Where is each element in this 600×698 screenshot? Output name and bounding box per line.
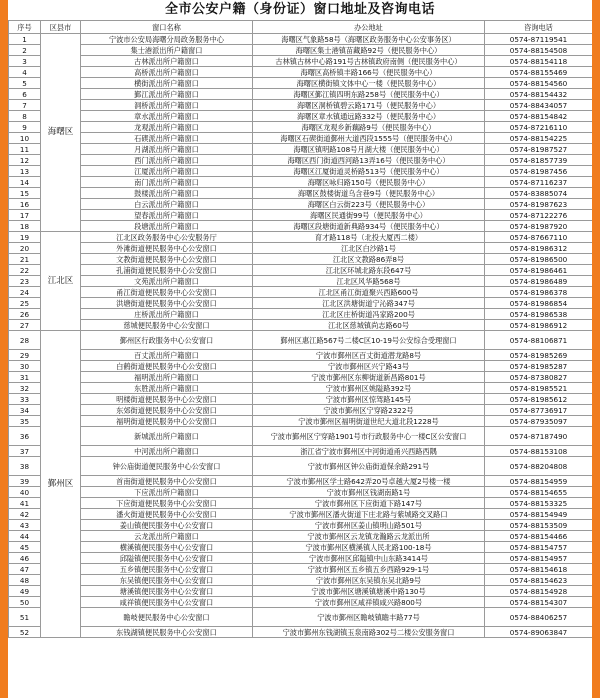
cell-window-name: 石碶派出所户籍窗口	[81, 133, 253, 144]
header-phone: 咨询电话	[485, 21, 593, 34]
cell-window-name: 瞻岐便民服务中心公安窗口	[81, 608, 253, 627]
cell-no: 41	[9, 498, 41, 509]
cell-district: 江北区	[41, 232, 81, 331]
cell-address: 江北区风华路568号	[253, 276, 485, 287]
cell-window-name: 洪塘街道便民服务中心公安窗口	[81, 298, 253, 309]
table-row	[9, 350, 593, 361]
cell-window-name: 白鹤街道便民服务中心公安窗口	[81, 361, 253, 372]
cell-phone: 0574-88154618	[485, 564, 593, 575]
cell-address: 宁波市鄞州区姜山镇明山路501号	[253, 520, 485, 531]
cell-no: 22	[9, 265, 41, 276]
cell-window-name: 文苑派出所户籍窗口	[81, 276, 253, 287]
table-row	[9, 144, 593, 155]
cell-window-name: 甬江街道便民服务中心公安窗口	[81, 287, 253, 298]
cell-phone: 0574-81986312	[485, 243, 593, 254]
table-row	[9, 520, 593, 531]
cell-window-name: 古林派出所户籍窗口	[81, 56, 253, 67]
cell-window-name: 东钱湖镇便民服务中心公安窗口	[81, 627, 253, 638]
cell-window-name: 江北区政务服务中心公安服务厅	[81, 232, 253, 243]
cell-no: 3	[9, 56, 41, 67]
cell-phone: 0574-81985287	[485, 361, 593, 372]
cell-phone: 0574-87667110	[485, 232, 593, 243]
cell-phone: 0574-83885074	[485, 188, 593, 199]
header-address: 办公地址	[253, 21, 485, 34]
cell-phone: 0574-89063847	[485, 627, 593, 638]
table-row	[9, 56, 593, 67]
cell-window-name: 下应派出所户籍窗口	[81, 487, 253, 498]
cell-address: 宁波市鄞州区钱湖南路1号	[253, 487, 485, 498]
table-row	[9, 210, 593, 221]
cell-address: 江北区白沙路1号	[253, 243, 485, 254]
cell-no: 23	[9, 276, 41, 287]
table-row	[9, 627, 593, 638]
cell-phone: 0574-81986912	[485, 320, 593, 331]
cell-no: 46	[9, 553, 41, 564]
cell-phone: 0574-87187490	[485, 427, 593, 446]
cell-window-name: 塘溪镇便民服务中心公安窗口	[81, 586, 253, 597]
cell-address: 宁波市鄞州区宁穿路2322号	[253, 405, 485, 416]
cell-phone: 0574-88153325	[485, 498, 593, 509]
cell-no: 16	[9, 199, 41, 210]
cell-address: 宁波市鄞州区潘火街道下庄北路与紫城路交叉路口	[253, 509, 485, 520]
cell-window-name: 横街派出所户籍窗口	[81, 78, 253, 89]
cell-window-name: 月湖派出所户籍窗口	[81, 144, 253, 155]
cell-window-name: 中河派出所户籍窗口	[81, 446, 253, 457]
cell-phone: 0574-87119541	[485, 34, 593, 45]
cell-address: 古林镇古林中心路191号古林镇政府南侧（便民服务中心）	[253, 56, 485, 67]
table-row	[9, 298, 593, 309]
cell-window-name: 鼓楼派出所户籍窗口	[81, 188, 253, 199]
cell-no: 28	[9, 331, 41, 350]
cell-address: 海曙区章水镇通远路332号（便民服务中心）	[253, 111, 485, 122]
table-row	[9, 597, 593, 608]
header-window-name: 窗口名称	[81, 21, 253, 34]
table-row	[9, 67, 593, 78]
cell-window-name: 南门派出所户籍窗口	[81, 177, 253, 188]
cell-no: 32	[9, 383, 41, 394]
table-row	[9, 575, 593, 586]
cell-no: 2	[9, 45, 41, 56]
cell-phone: 0574-81986538	[485, 309, 593, 320]
cell-address: 浙江省宁波市鄞州区中河街道甬兴西路西隅	[253, 446, 485, 457]
cell-phone: 0574-88434057	[485, 100, 593, 111]
cell-no: 49	[9, 586, 41, 597]
cell-phone: 0574-81987456	[485, 166, 593, 177]
cell-address: 宁波市鄞州区钟公庙街道保余路291号	[253, 457, 485, 476]
cell-phone: 0574-87116237	[485, 177, 593, 188]
table-row	[9, 45, 593, 56]
cell-window-name: 下应街道便民服务中心公安窗口	[81, 498, 253, 509]
table-row	[9, 383, 593, 394]
cell-no: 34	[9, 405, 41, 416]
cell-window-name: 东吴镇便民服务中心公安窗口	[81, 575, 253, 586]
cell-address: 海曙区高桥镇丰路166号（便民服务中心）	[253, 67, 485, 78]
cell-phone: 0574-88154466	[485, 531, 593, 542]
cell-address: 江北区环城北路东段647号	[253, 265, 485, 276]
cell-window-name: 洞桥派出所户籍窗口	[81, 100, 253, 111]
cell-no: 42	[9, 509, 41, 520]
cell-address: 海曙区石碶街道鄞州大道西段1555号（便民服务中心）	[253, 133, 485, 144]
cell-window-name: 东胜派出所户籍窗口	[81, 383, 253, 394]
table-row	[9, 265, 593, 276]
cell-window-name: 西门派出所户籍窗口	[81, 155, 253, 166]
table-row	[9, 476, 593, 487]
cell-address: 海曙区横街镇文体中心一楼（便民服务中心）	[253, 78, 485, 89]
cell-no: 45	[9, 542, 41, 553]
cell-address: 海曙区集士港镇苗藏路92号（便民服务中心）	[253, 45, 485, 56]
cell-window-name: 高桥派出所户籍窗口	[81, 67, 253, 78]
cell-no: 1	[9, 34, 41, 45]
table-row	[9, 331, 593, 350]
cell-no: 9	[9, 122, 41, 133]
cell-no: 12	[9, 155, 41, 166]
cell-window-name: 望春派出所户籍窗口	[81, 210, 253, 221]
table-row	[9, 254, 593, 265]
table-row	[9, 89, 593, 100]
header-no: 序号	[9, 21, 41, 34]
cell-window-name: 龙观派出所户籍窗口	[81, 122, 253, 133]
cell-phone: 0574-88154949	[485, 509, 593, 520]
table-row	[9, 542, 593, 553]
cell-address: 宁波市鄞州区云龙镇龙瀚路云龙派出所	[253, 531, 485, 542]
cell-no: 6	[9, 89, 41, 100]
cell-window-name: 文教街道便民服务中心公安窗口	[81, 254, 253, 265]
cell-no: 8	[9, 111, 41, 122]
table-row	[9, 243, 593, 254]
cell-phone: 0574-81986461	[485, 265, 593, 276]
cell-no: 25	[9, 298, 41, 309]
cell-no: 5	[9, 78, 41, 89]
cell-address: 海曙区气象路58号（海曙区政务服务中心公安事务区）	[253, 34, 485, 45]
table-row	[9, 100, 593, 111]
cell-window-name: 白云派出所户籍窗口	[81, 199, 253, 210]
table-row	[9, 427, 593, 446]
table-row	[9, 155, 593, 166]
cell-window-name: 东郊街道便民服务中心公安窗口	[81, 405, 253, 416]
cell-address: 宁波市鄞州区塘溪镇塘溪中路130号	[253, 586, 485, 597]
cell-phone: 0574-88154432	[485, 89, 593, 100]
cell-window-name: 鄞江派出所户籍窗口	[81, 89, 253, 100]
table-row	[9, 405, 593, 416]
cell-address: 海曙区镇明路108号月湖大楼（便民服务中心）	[253, 144, 485, 155]
cell-phone: 0574-88154757	[485, 542, 593, 553]
cell-no: 35	[9, 416, 41, 427]
cell-no: 38	[9, 457, 41, 476]
cell-phone: 0574-88154842	[485, 111, 593, 122]
cell-no: 10	[9, 133, 41, 144]
cell-no: 17	[9, 210, 41, 221]
cell-no: 20	[9, 243, 41, 254]
cell-phone: 0574-88154508	[485, 45, 593, 56]
cell-no: 44	[9, 531, 41, 542]
cell-address: 宁波市鄞州区五乡镇五乡西路929-1号	[253, 564, 485, 575]
cell-phone: 0574-81986500	[485, 254, 593, 265]
cell-window-name: 福明派出所户籍窗口	[81, 372, 253, 383]
cell-address: 宁波市鄞州区宁穿路1901号市行政服务中心一楼C区公安窗口	[253, 427, 485, 446]
cell-no: 4	[9, 67, 41, 78]
table-row	[9, 122, 593, 133]
cell-no: 19	[9, 232, 41, 243]
cell-no: 27	[9, 320, 41, 331]
cell-no: 18	[9, 221, 41, 232]
cell-district: 海曙区	[41, 34, 81, 232]
cell-phone: 0574-87736917	[485, 405, 593, 416]
table-row	[9, 320, 593, 331]
document-page	[8, 0, 592, 698]
cell-phone: 0574-88155469	[485, 67, 593, 78]
cell-address: 宁波市鄞州区学士路642弄20号卓越大厦2号楼一楼	[253, 476, 485, 487]
cell-no: 29	[9, 350, 41, 361]
cell-window-name: 江厦派出所户籍窗口	[81, 166, 253, 177]
cell-address: 宁波市鄞州区福明街道世纪大道北段1228号	[253, 416, 485, 427]
cell-no: 52	[9, 627, 41, 638]
cell-phone: 0574-81987623	[485, 199, 593, 210]
cell-address: 江北区甬江街道聚兴西路600号	[253, 287, 485, 298]
table-row	[9, 78, 593, 89]
cell-phone: 0574-81985612	[485, 394, 593, 405]
cell-no: 48	[9, 575, 41, 586]
cell-no: 51	[9, 608, 41, 627]
cell-address: 宁波市鄞州区咸祥镇咸兴路800号	[253, 597, 485, 608]
cell-window-name: 外滩街道便民服务中心公安窗口	[81, 243, 253, 254]
cell-no: 31	[9, 372, 41, 383]
cell-phone: 0574-88154957	[485, 553, 593, 564]
table-row	[9, 416, 593, 427]
cell-window-name: 邱隘镇便民服务中心公安窗口	[81, 553, 253, 564]
table-row	[9, 531, 593, 542]
cell-window-name: 宁波市公安局海曙分局政务服务中心	[81, 34, 253, 45]
cell-phone: 0574-87216110	[485, 122, 593, 133]
table-row	[9, 188, 593, 199]
table-row	[9, 199, 593, 210]
cell-no: 11	[9, 144, 41, 155]
cell-phone: 0574-88154928	[485, 586, 593, 597]
cell-phone: 0574-81986854	[485, 298, 593, 309]
table-row	[9, 487, 593, 498]
cell-window-name: 鄞州区行政服务中心公安窗口	[81, 331, 253, 350]
cell-phone: 0574-81857739	[485, 155, 593, 166]
table-row	[9, 232, 593, 243]
table-row	[9, 309, 593, 320]
cell-phone: 0574-88154959	[485, 476, 593, 487]
cell-address: 海曙区西门街道西河路13弄16号（便民服务中心）	[253, 155, 485, 166]
header-district: 区县市	[41, 21, 81, 34]
cell-address: 宁波市鄞州区百丈街道潜龙路8号	[253, 350, 485, 361]
cell-no: 39	[9, 476, 41, 487]
cell-no: 43	[9, 520, 41, 531]
cell-address: 海曙区段塘街道新典路934号（便民服务中心）	[253, 221, 485, 232]
cell-address: 海曙区洞桥镇碧云路171号（便民服务中心）	[253, 100, 485, 111]
table-row	[9, 111, 593, 122]
table-row	[9, 133, 593, 144]
cell-window-name: 潘火街道便民服务中心公安窗口	[81, 509, 253, 520]
cell-window-name: 姜山镇便民服务中心公安窗口	[81, 520, 253, 531]
cell-address: 宁波市鄞州区东柳街道新昌路801号	[253, 372, 485, 383]
cell-window-name: 咸祥镇便民服务中心公安窗口	[81, 597, 253, 608]
document-title: 全市公安户籍（身份证）窗口地址及咨询电话	[164, 2, 435, 17]
cell-no: 14	[9, 177, 41, 188]
table-row	[9, 509, 593, 520]
cell-window-name: 孔浦街道便民服务中心公安窗口	[81, 265, 253, 276]
table-row	[9, 287, 593, 298]
cell-window-name: 福明街道便民服务中心公安窗口	[81, 416, 253, 427]
table-row	[9, 166, 593, 177]
cell-address: 宁波市鄞州区瞻岐镇瞻丰路77号	[253, 608, 485, 627]
cell-no: 15	[9, 188, 41, 199]
cell-no: 7	[9, 100, 41, 111]
cell-phone: 0574-87935097	[485, 416, 593, 427]
cell-no: 37	[9, 446, 41, 457]
cell-address: 海曙区龙观乡新藕路9号（便民服务中心）	[253, 122, 485, 133]
table-row	[9, 372, 593, 383]
table-row	[9, 446, 593, 457]
cell-window-name: 钟公庙街道便民服务中心公安窗口	[81, 457, 253, 476]
cell-no: 26	[9, 309, 41, 320]
cell-phone: 0574-81985521	[485, 383, 593, 394]
cell-window-name: 集士港派出所户籍窗口	[81, 45, 253, 56]
cell-no: 40	[9, 487, 41, 498]
cell-phone: 0574-88154623	[485, 575, 593, 586]
cell-address: 海曙区白云街223号（便民服务中心）	[253, 199, 485, 210]
cell-window-name: 慈城便民服务中心公安窗口	[81, 320, 253, 331]
table-header-row	[9, 21, 593, 34]
table-row	[9, 608, 593, 627]
table-row	[9, 564, 593, 575]
cell-phone: 0574-81986378	[485, 287, 593, 298]
cell-address: 鄞州区惠江路567号二楼C区10-19号公安综合受理窗口	[253, 331, 485, 350]
cell-address: 宁波市鄞州区姚隘路392号	[253, 383, 485, 394]
cell-phone: 0574-88406257	[485, 608, 593, 627]
cell-address: 海曙区鄞江镇四明东路258号（便民服务中心）	[253, 89, 485, 100]
cell-no: 36	[9, 427, 41, 446]
cell-address: 宁波市鄞州区横溪镇人民北路100-18号	[253, 542, 485, 553]
cell-no: 24	[9, 287, 41, 298]
table-row	[9, 394, 593, 405]
cell-address: 宁波市鄞州区东吴镇东吴北路9号	[253, 575, 485, 586]
table-row	[9, 276, 593, 287]
cell-window-name: 章水派出所户籍窗口	[81, 111, 253, 122]
cell-window-name: 明楼街道便民服务中心公安窗口	[81, 394, 253, 405]
cell-address: 海曙区咏归路150号（便民服务中心）	[253, 177, 485, 188]
cell-phone: 0574-88153509	[485, 520, 593, 531]
cell-address: 江北区慈城镇尚志路60号	[253, 320, 485, 331]
cell-window-name: 百丈派出所户籍窗口	[81, 350, 253, 361]
cell-no: 21	[9, 254, 41, 265]
cell-no: 30	[9, 361, 41, 372]
cell-no: 50	[9, 597, 41, 608]
cell-no: 47	[9, 564, 41, 575]
cell-address: 宁波市鄞州区邱隘镇中山东路3414号	[253, 553, 485, 564]
cell-no: 13	[9, 166, 41, 177]
cell-address: 海曙区民通街99号（便民服务中心）	[253, 210, 485, 221]
cell-address: 江北区庄桥街道冯家路200号	[253, 309, 485, 320]
cell-address: 江北区文教路86弄8号	[253, 254, 485, 265]
cell-window-name: 庄桥派出所户籍窗口	[81, 309, 253, 320]
cell-window-name: 首南街道便民服务中心公安窗口	[81, 476, 253, 487]
cell-address: 海曙区鼓楼街道乌含巷9号（便民服务中心）	[253, 188, 485, 199]
cell-phone: 0574-87122276	[485, 210, 593, 221]
cell-phone: 0574-88154307	[485, 597, 593, 608]
window-address-table	[8, 20, 592, 638]
cell-window-name: 新城派出所户籍窗口	[81, 427, 253, 446]
cell-address: 宁波市鄞州区惊驾路145号	[253, 394, 485, 405]
cell-window-name: 横溪镇便民服务中心公安窗口	[81, 542, 253, 553]
cell-phone: 0574-87380827	[485, 372, 593, 383]
table-row	[9, 177, 593, 188]
table-row	[9, 221, 593, 232]
cell-phone: 0574-81987920	[485, 221, 593, 232]
cell-address: 海曙区江厦街道灵桥路513号（便民服务中心）	[253, 166, 485, 177]
cell-address: 育才路118号（北投大厦西二楼）	[253, 232, 485, 243]
table-row	[9, 498, 593, 509]
table-row	[9, 34, 593, 45]
cell-address: 宁波市鄞州区下应街道下路147号	[253, 498, 485, 509]
cell-phone: 0574-88106871	[485, 331, 593, 350]
cell-address: 宁波市鄞州东钱湖镇玉泉南路302号二楼公安服务窗口	[253, 627, 485, 638]
table-body	[9, 34, 593, 638]
table-row	[9, 586, 593, 597]
cell-phone: 0574-81986489	[485, 276, 593, 287]
cell-window-name: 五乡镇便民服务中心公安窗口	[81, 564, 253, 575]
cell-window-name: 云龙派出所户籍窗口	[81, 531, 253, 542]
cell-phone: 0574-88154560	[485, 78, 593, 89]
cell-address: 宁波市鄞州区兴宁路43号	[253, 361, 485, 372]
table-row	[9, 553, 593, 564]
cell-district: 鄞州区	[41, 331, 81, 638]
cell-phone: 0574-88153108	[485, 446, 593, 457]
cell-phone: 0574-81985269	[485, 350, 593, 361]
table-row	[9, 457, 593, 476]
table-row	[9, 361, 593, 372]
cell-phone: 0574-88154655	[485, 487, 593, 498]
cell-window-name: 段塘派出所户籍窗口	[81, 221, 253, 232]
cell-address: 江北区洪塘街道宁沁路347号	[253, 298, 485, 309]
cell-phone: 0574-88204808	[485, 457, 593, 476]
cell-phone: 0574-88154118	[485, 56, 593, 67]
cell-phone: 0574-88154225	[485, 133, 593, 144]
cell-phone: 0574-81987527	[485, 144, 593, 155]
cell-no: 33	[9, 394, 41, 405]
